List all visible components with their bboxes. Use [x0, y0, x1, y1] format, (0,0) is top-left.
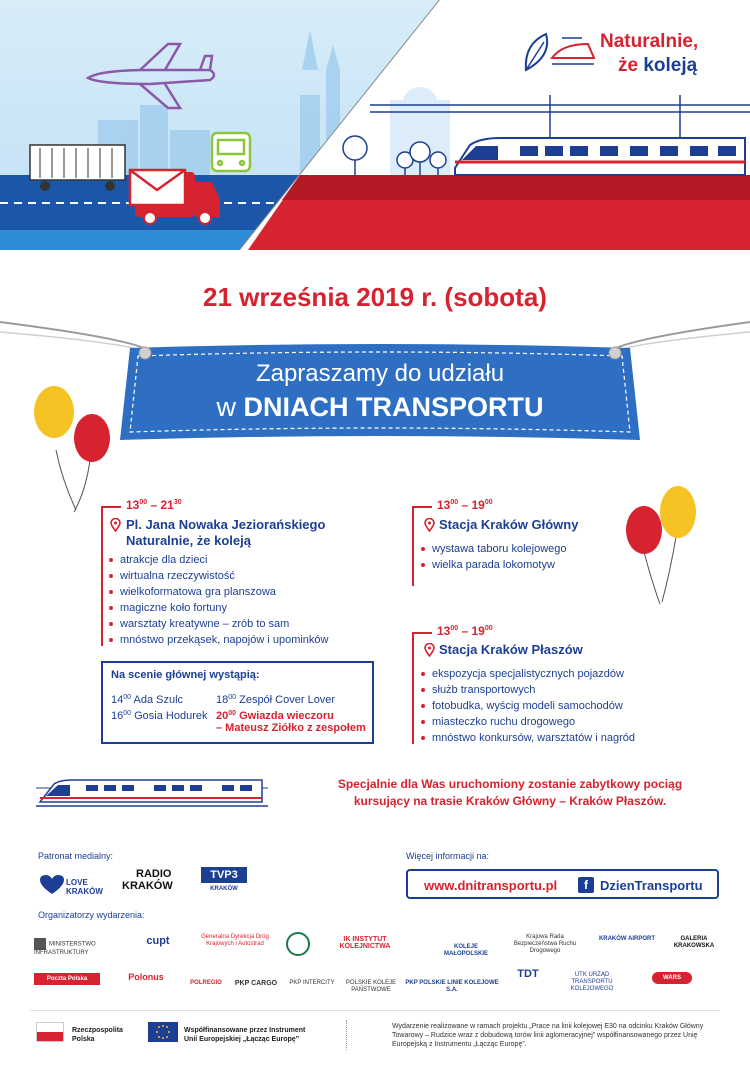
venue2-title: Stacja Kraków Główny	[439, 517, 579, 532]
eu-flag	[148, 1022, 178, 1042]
venue3-time-sep: –	[458, 624, 472, 638]
radio-krakow-line-2: KRAKÓW	[122, 880, 173, 892]
organizer-logo-cupt: cupt	[146, 935, 170, 947]
organizer-logo-pkp-cargo: PKP CARGO	[234, 980, 278, 987]
organizer-logo-gddkia: Generalna Dyrekcja Dróg Krajowych i Autostrad	[201, 934, 269, 947]
performer-4-extra: – Mateusz Ziółko z zespołem	[216, 722, 366, 734]
project-note-line-1: Wydarzenie realizowane w ramach projektu „Prace na linii kolejowej E30 na odcinku Kraków Główny	[392, 1023, 704, 1030]
organizer-logo-ik: IK INSTYTUT KOLEJNICTWA	[339, 936, 391, 950]
venue2-time-start: 13	[437, 498, 451, 512]
venue1-subname: Naturalnie, że koleją	[126, 533, 251, 548]
venue1-name: Pl. Jana Nowaka Jeziorańskiego	[126, 517, 326, 532]
location-pin-icon	[110, 518, 121, 532]
venue1-divider	[101, 506, 103, 646]
venue2-time-end-sup: 00	[484, 499, 493, 506]
stage-title: Na scenie głównej wystąpią:	[111, 669, 260, 681]
project-note-line-2: Towarowy – Rudzice wraz z dobudową torów linii aglomeracyjnej” współfinansowanego przez Unię	[392, 1032, 698, 1039]
performer-4-time-sup: 00	[228, 710, 237, 717]
performer-3	[216, 691, 335, 707]
venue1-time-end-sup: 30	[173, 499, 182, 506]
love-krakow-logo	[38, 872, 118, 896]
love-krakow-text: LOVE KRAKÓW	[66, 878, 103, 896]
list-item: miasteczko ruchu drogowego	[420, 714, 635, 730]
organizer-logo-poczta-polska: Poczta Polska	[34, 973, 100, 985]
list-item: mnóstwo konkursów, warsztatów i nagród	[420, 730, 635, 746]
special-line-1: Specjalnie dla Was uruchomiony zostanie zabytkowy pociąg	[337, 777, 683, 791]
balloons-right	[622, 482, 712, 612]
list-item: wielka parada lokomotyw	[420, 557, 567, 573]
venue3-list	[420, 666, 635, 746]
poland-flag	[36, 1022, 64, 1042]
organizer-logo-koleje-malopolskie: KOLEJE MAŁOPOLSKIE	[443, 944, 488, 957]
eu-line-2: Unii Europejskiej „Łącząc Europę”	[184, 1036, 300, 1043]
performer-2-time-sup: 00	[123, 710, 132, 717]
rp-label	[72, 1026, 123, 1044]
heart-icon	[38, 874, 66, 896]
performer-4-name: Gwiazda wieczoru	[236, 710, 334, 722]
footer-divider	[30, 1010, 720, 1011]
venue1-divider-top	[101, 506, 121, 508]
banner-line-1: Zapraszamy do udziału	[255, 360, 505, 387]
organizer-logo-polonus: Polonus	[128, 972, 164, 982]
eu-stars-icon	[148, 1022, 178, 1042]
performer-2	[111, 707, 207, 723]
naturalnie-ze-koleja-logo	[522, 26, 722, 88]
balloons-left	[28, 380, 118, 520]
venue2-divider-top	[412, 506, 432, 508]
venue3-time-start: 13	[437, 624, 451, 638]
info-label: Więcej informacji na:	[406, 851, 490, 861]
logo-line-2-koleja: koleją	[643, 55, 698, 76]
radio-krakow-logo	[122, 868, 192, 898]
main-stage-box	[101, 661, 374, 744]
performer-3-time: 18	[216, 694, 229, 706]
venue1-title	[126, 517, 325, 549]
organizer-logo-pkp-intercity: PKP INTERCITY	[289, 980, 335, 986]
performer-1-time: 14	[111, 694, 124, 706]
venue1-time-end: 21	[160, 498, 174, 512]
list-item: magiczne koło fortuny	[108, 600, 329, 616]
list-item: fotobudka, wyścig modeli samochodów	[420, 698, 635, 714]
venue1-list	[108, 552, 329, 648]
performer-3-name: Zespół Cover Lover	[236, 694, 336, 706]
radio-krakow-line-1: RADIO	[136, 868, 172, 880]
list-item: wielkoformatowa gra planszowa	[108, 584, 329, 600]
venue3-time-start-sup: 00	[450, 625, 459, 632]
venue2-time	[437, 498, 493, 512]
venue1-time-start: 13	[126, 498, 140, 512]
venue3-time-end-sup: 00	[484, 625, 493, 632]
performer-1-name: Ada Szulc	[131, 694, 184, 706]
performer-2-name: Gosia Hodurek	[131, 710, 208, 722]
eu-line-1: Współfinansowane przez Instrument	[184, 1027, 306, 1034]
organizer-logo-emblem	[286, 932, 310, 956]
performer-1-time-sup: 00	[123, 694, 132, 701]
venue2-time-sep: –	[458, 498, 472, 512]
logo-text	[600, 30, 698, 78]
organizer-name: MINISTERSTWO INFRASTRUKTURY	[34, 941, 96, 956]
venue3-divider-top	[412, 632, 432, 634]
list-item: atrakcje dla dzieci	[108, 552, 329, 568]
footer-dotted-divider	[346, 1020, 347, 1050]
venue1-time	[126, 498, 182, 512]
banner-line-2	[120, 392, 640, 423]
organizer-logo-polregio: POLREGIO	[190, 980, 222, 986]
eu-label	[184, 1026, 305, 1044]
leaf-train-icon	[522, 30, 596, 74]
list-item: ekspozycja specjalistycznych pojazdów	[420, 666, 635, 682]
list-item: wystawa taboru kolejowego	[420, 541, 567, 557]
organizer-logo-krakow-airport: KRAKÓW AIRPORT	[598, 936, 656, 942]
tvp3-logo	[201, 867, 247, 899]
venue3-divider	[412, 632, 414, 744]
special-train-notice	[300, 776, 720, 810]
organizer-logo-utk: UTK URZĄD TRANSPORTU KOLEJOWEGO	[570, 972, 614, 992]
info-box	[406, 869, 719, 899]
venue3-time	[437, 624, 493, 638]
venue2-time-start-sup: 00	[450, 499, 459, 506]
venue2-divider	[412, 506, 414, 586]
venue2-time-end: 19	[471, 498, 485, 512]
facebook-link[interactable]: DzienTransportu	[600, 878, 703, 893]
organizer-logo-krbrd: Krajowa Rada Bezpieczeństwa Ruchu Drogowego	[513, 934, 577, 954]
project-note	[392, 1022, 728, 1049]
historic-train-icon	[36, 768, 268, 810]
performer-2-time: 16	[111, 710, 124, 722]
organizer-logo-tdt: TDT	[517, 968, 539, 980]
venue1-time-sep: –	[147, 498, 161, 512]
banner-line-2-bold: DNIACH TRANSPORTU	[243, 392, 544, 422]
special-line-2: kursujący na trasie Kraków Główny – Kraków Płaszów.	[353, 794, 667, 808]
list-item: mnóstwo przekąsek, napojów i upominków	[108, 632, 329, 648]
organizer-logo-wars: WARS	[652, 972, 692, 984]
venue1-time-start-sup: 00	[139, 499, 148, 506]
media-label: Patronat medialny:	[38, 851, 114, 861]
organizer-logo-ministerstwo	[34, 938, 114, 957]
performer-3-time-sup: 00	[228, 694, 237, 701]
list-item: służb transportowych	[420, 682, 635, 698]
logo-line-1: Naturalnie,	[600, 31, 699, 52]
organizer-logo-galeria-krakowska: GALERIA KRAKOWSKA	[673, 936, 715, 949]
event-date: 21 września 2019 r. (sobota)	[203, 282, 547, 312]
project-note-line-3: Europejską z Instrumentu „Łącząc Europę”.	[392, 1041, 527, 1048]
rp-line-1: Rzeczpospolita	[72, 1027, 123, 1034]
venue3-time-end: 19	[471, 624, 485, 638]
list-item: warsztaty kreatywne – zrób to sam	[108, 616, 329, 632]
organizer-logo-pkp: POLSKIE KOLEJE PAŃSTWOWE	[345, 980, 397, 993]
rp-line-2: Polska	[72, 1036, 95, 1043]
list-item: wirtualna rzeczywistość	[108, 568, 329, 584]
banner-line-2-pre: w	[216, 392, 244, 422]
performer-4-time: 20	[216, 710, 229, 722]
logo-line-2-pre: że	[618, 55, 644, 76]
facebook-icon: f	[578, 877, 594, 893]
performer-1	[111, 691, 183, 707]
tvp3-sub: KRAKÓW	[210, 886, 238, 892]
organizers-label: Organizatorzy wydarzenia:	[38, 910, 145, 920]
venue2-list	[420, 541, 567, 573]
location-pin-icon	[424, 643, 435, 657]
venue3-title: Stacja Kraków Płaszów	[439, 642, 583, 657]
location-pin-icon	[424, 518, 435, 532]
website-link[interactable]: www.dnitransportu.pl	[424, 878, 558, 893]
organizer-logo-pkp-plk: PKP POLSKIE LINIE KOLEJOWE S.A.	[405, 980, 499, 993]
tvp3-text: TVP3	[201, 867, 247, 883]
